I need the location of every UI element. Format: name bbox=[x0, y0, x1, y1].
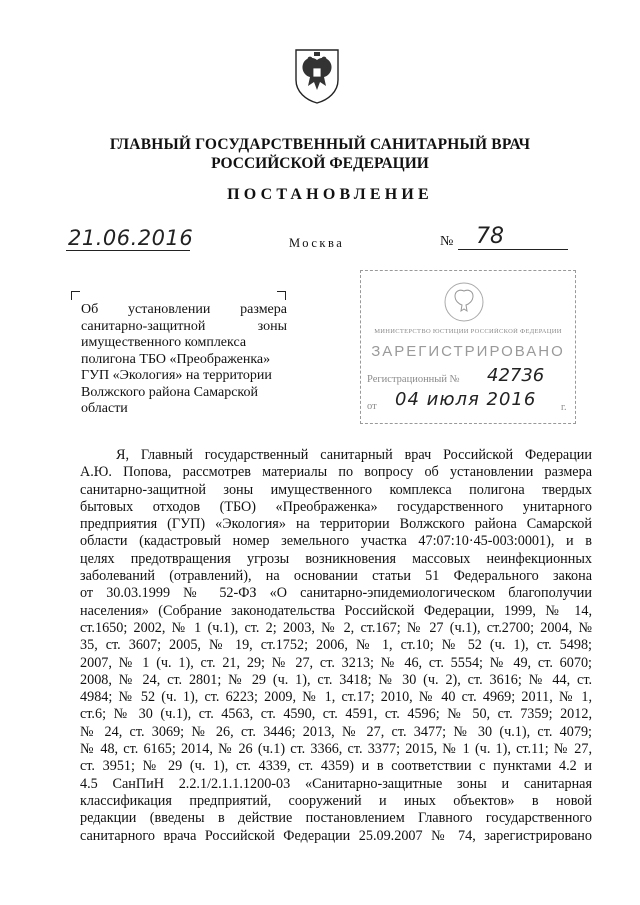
body-line: 2007, № 1 (ч. 1), ст. 21, 29; № 27, ст. 3213; № 46, ст. 5554; № 49, ст. 6070; bbox=[80, 654, 592, 671]
authority-title-line1: ГЛАВНЫЙ ГОСУДАРСТВЕННЫЙ САНИТАРНЫЙ ВРАЧ bbox=[109, 136, 531, 153]
body-line: ст. 3951; № 29 (ч. 1), ст. 4339, ст. 4359) и в соответствии с пунктами 4.2 и bbox=[80, 758, 592, 775]
body-line: редакции (введены в действие постановлением Главного государственного bbox=[80, 810, 592, 827]
subject-bracket-right bbox=[277, 291, 286, 300]
body-line: классификация предприятий, сооружений и иных объектов» в новой bbox=[80, 792, 592, 809]
body-line: предприятия (ГУП) «Экология» на территории Волжского района Самарской bbox=[80, 516, 592, 533]
document-date: 21.06.2016 bbox=[68, 226, 194, 250]
body-line: № 48, ст. 6165; 2014, № 26 (ч.1) ст. 3366, ст. 3377; 2015, № 1 (ч. 1), ст.11; № 27, bbox=[80, 741, 592, 758]
subject-line: Волжского района Самарской bbox=[81, 384, 258, 400]
document-subject bbox=[81, 302, 287, 418]
number-underline bbox=[458, 249, 568, 250]
registration-stamp bbox=[360, 270, 576, 424]
body-line: области (кадастровый номер земельного участка 47:07:10·45-003:0001), и в bbox=[80, 533, 592, 550]
subject-line: ГУП «Экология» на территории bbox=[81, 368, 272, 383]
document-city: Москва bbox=[289, 236, 345, 250]
stamp-reg-label: Регистрационный № bbox=[367, 374, 460, 385]
date-underline bbox=[66, 250, 190, 251]
body-line: ст.1650; 2002, № 1 (ч.1), ст. 2; 2003, № 2, ст.167; № 27 (ч.1), ст.2700; 2004, № bbox=[80, 619, 592, 636]
authority-title-line2: РОССИЙСКОЙ ФЕДЕРАЦИИ bbox=[211, 155, 429, 172]
subject-line: санитарно-защитной зоны bbox=[81, 318, 287, 334]
body-line: заболеваний (отравлений), на основании статьи 51 Федерального закона bbox=[80, 568, 592, 585]
stamp-reg-number: 42736 bbox=[487, 365, 545, 386]
body-line: ст.6; № 30 (ч.1), ст. 4563, ст. 4590, ст. 4591, ст. 4596; № 50, ст. 7359; 2012, bbox=[80, 706, 592, 723]
stamp-status: ЗАРЕГИСТРИРОВАНО bbox=[371, 343, 565, 360]
subject-line: области bbox=[81, 401, 128, 416]
document-body bbox=[80, 447, 592, 845]
subject-line: Об установлении размера bbox=[81, 302, 287, 317]
body-line: 4.5 СанПиН 2.2.1/2.1.1.1200-03 «Санитарно-защитные зоны и санитарная bbox=[80, 775, 592, 792]
body-line: № 24, ст. 3069; № 26, ст. 3446; 2013, № 27, ст. 3477; № 30 (ч.1), ст. 4079; bbox=[80, 723, 592, 740]
coat-of-arms-emblem bbox=[290, 46, 344, 104]
body-line: населения» (Собрание законодательства Российской Федерации, 1999, № 14, bbox=[80, 602, 592, 619]
body-line: целях предотвращения угрозы возникновения массовых неинфекционных bbox=[80, 550, 592, 567]
stamp-date-prefix: от bbox=[367, 401, 377, 412]
stamp-organization: МИНИСТЕРСТВО ЮСТИЦИИ РОССИЙСКОЙ ФЕДЕРАЦИИ bbox=[374, 328, 562, 335]
subject-line: имущественного комплекса bbox=[81, 335, 247, 350]
subject-bracket-left bbox=[71, 291, 80, 300]
body-line: А.Ю. Попова, рассмотрев материалы по вопросу об установлении размера bbox=[80, 464, 592, 481]
stamp-emblem-icon bbox=[443, 281, 485, 323]
stamp-reg-date: 04 июля 2016 bbox=[395, 389, 537, 410]
body-line: 2008, № 24, ст. 2801; № 29 (ч. 1), ст. 3418; № 30 (ч. 2), ст. 3616; № 44, ст. bbox=[80, 671, 592, 688]
subject-line: полигона ТБО «Преображенка» bbox=[81, 351, 271, 367]
document-number: 78 bbox=[476, 224, 504, 249]
document-type: ПОСТАНОВЛЕНИЕ bbox=[227, 186, 433, 203]
body-line: 35, ст. 3607; 2005, № 19, ст.1752; 2006, № 1, ст.10; № 52 (ч. 1), ст. 5498; bbox=[80, 637, 592, 654]
body-line: 4984; № 52 (ч. 1), ст. 6223; 2009, № 1, ст.17; 2010, № 40 ст. 4969; 2011, № 1, bbox=[80, 689, 592, 706]
number-label: № bbox=[440, 234, 454, 249]
body-line: санитарно-защитной зоны имущественного комплекса полигона твердых bbox=[80, 481, 592, 498]
stamp-year-suffix: г. bbox=[561, 402, 567, 413]
body-line: Я, Главный государственный санитарный врач Российской Федерации bbox=[116, 447, 592, 463]
body-line: от 30.03.1999 № 52-ФЗ «О санитарно-эпидемиологическом благополучии bbox=[80, 585, 592, 602]
body-line: санитарного врача Российской Федерации 25.09.2007 № 74, зарегистрировано bbox=[80, 827, 592, 844]
body-line: бытовых отходов (ТБО) «Преображенка» государственного унитарного bbox=[80, 498, 592, 515]
